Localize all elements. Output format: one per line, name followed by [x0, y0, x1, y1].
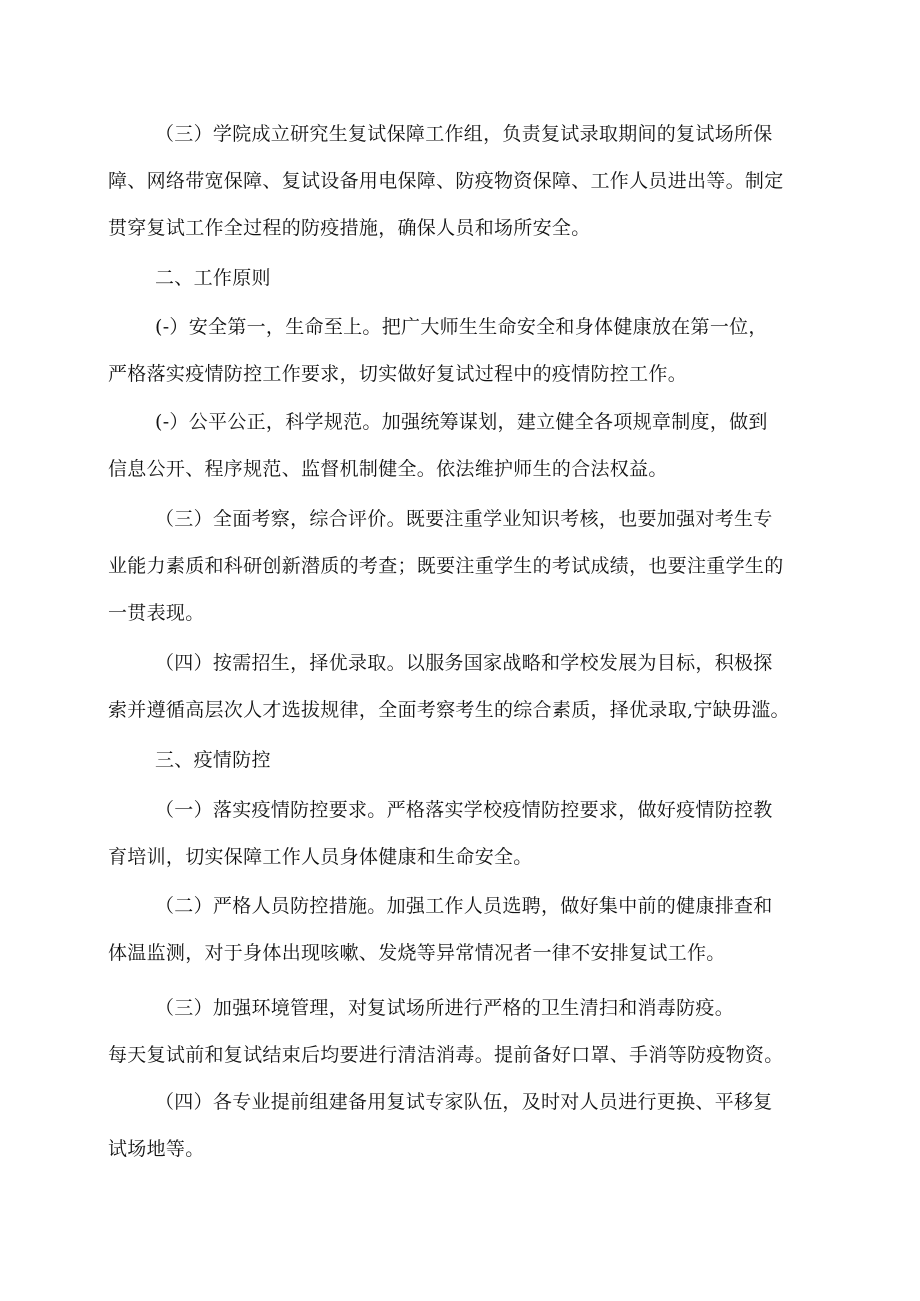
- paragraph-line: 障、网络带宽保障、复试设备用电保障、防疫物资保障、工作人员进出等。制定: [108, 170, 784, 192]
- paragraph-line: （一）落实疫情防控要求。严格落实学校疫情防控要求，做好疫情防控教: [155, 799, 773, 821]
- paragraph-line: 试场地等。: [108, 1138, 205, 1160]
- paragraph-line: 索并遵循高层次人才选拔规律，全面考察考生的综合素质，择优录取,宁缺毋滥。: [108, 699, 790, 721]
- paragraph-line: 一贯表现。: [108, 602, 205, 624]
- paragraph-line: （三）学院成立研究生复试保障工作组，负责复试录取期间的复试场所保: [155, 123, 773, 145]
- section-heading: 三、疫情防控: [155, 749, 271, 771]
- paragraph-line: 贯穿复试工作全过程的防疫措施，确保人员和场所安全。: [108, 217, 591, 239]
- paragraph-line: （四）按需招生，择优录取。以服务国家战略和学校发展为目标，积极探: [155, 652, 773, 674]
- paragraph-line: （四）各专业提前组建备用复试专家队伍，及时对人员进行更换、平移复: [155, 1091, 773, 1113]
- paragraph-line: 业能力素质和科研创新潜质的考查；既要注重学生的考试成绩，也要注重学生的: [108, 555, 784, 577]
- paragraph-line: 严格落实疫情防控工作要求，切实做好复试过程中的疫情防控工作。: [108, 363, 688, 385]
- paragraph-line: （二）严格人员防控措施。加强工作人员选聘，做好集中前的健康排查和: [155, 895, 773, 917]
- paragraph-line: （三）全面考察，综合评价。既要注重学业知识考核，也要加强对考生专: [155, 508, 773, 530]
- paragraph-line: (-）公平公正，科学规范。加强统筹谋划，建立健全各项规章制度，做到: [155, 411, 768, 433]
- section-heading: 二、工作原则: [155, 267, 271, 289]
- paragraph-line: 每天复试前和复试结束后均要进行清洁消毒。提前备好口罩、手消等防疫物资。: [108, 1044, 784, 1066]
- paragraph-line: (-）安全第一，生命至上。把广大师生生命安全和身体健康放在第一位，: [155, 316, 768, 338]
- paragraph-line: （三）加强环境管理，对复试场所进行严格的卫生清扫和消毒防疫。: [155, 997, 735, 1019]
- paragraph-line: 体温监测，对于身体出现咳嗽、发烧等异常情况者一律不安排复试工作。: [108, 942, 726, 964]
- paragraph-line: 信息公开、程序规范、监督机制健全。依法维护师生的合法权益。: [108, 458, 668, 480]
- paragraph-line: 育培训，切实保障工作人员身体健康和生命安全。: [108, 846, 533, 868]
